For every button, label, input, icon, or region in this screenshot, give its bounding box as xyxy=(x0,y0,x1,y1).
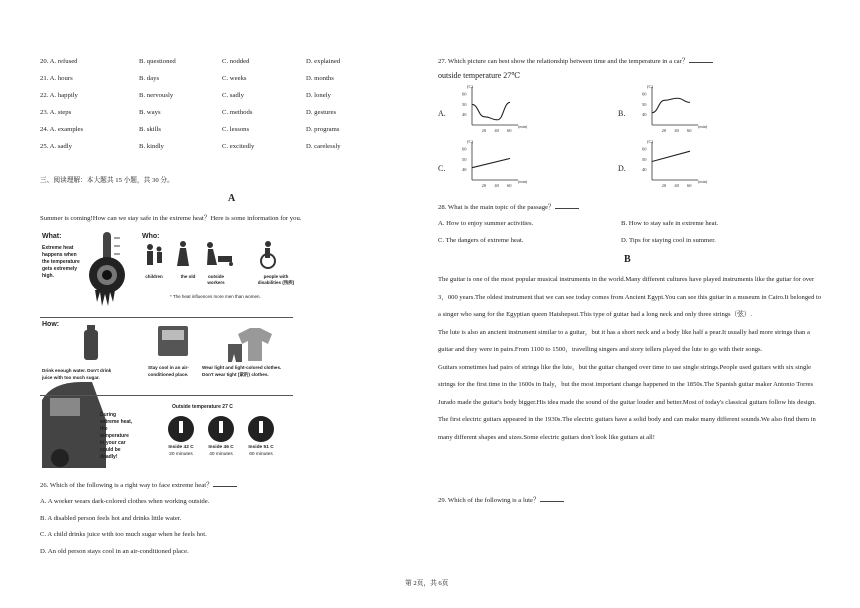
vocab-option: C. lessons xyxy=(222,126,250,133)
outside-temperature-label: Outside temperature 27 C xyxy=(172,404,233,410)
vocab-option: D. carelessly xyxy=(306,143,341,150)
gauge-icons xyxy=(168,416,274,442)
x-tick-label: 20 xyxy=(661,128,667,133)
y-unit-label: (C) xyxy=(647,85,653,89)
q27-chart-a xyxy=(450,85,540,131)
vocab-option: C. methods xyxy=(222,109,253,116)
who-item-label: outside workers xyxy=(207,274,225,285)
q27-question: 27. Which picture can best show the relationship between time and the temperature in a car？ xyxy=(438,57,713,66)
how-title: How: xyxy=(42,321,60,328)
q28-question: 28. What is the main topic of the passage？ xyxy=(438,203,579,212)
how-item-text: Stay cool in an air-conditioned place. xyxy=(148,365,189,377)
x-unit-label: (min) xyxy=(518,124,528,129)
vocab-option: B. days xyxy=(139,75,160,82)
y-tick-label: 60 xyxy=(642,146,647,152)
q26-option: D. An old person stays cool in an air-conditioned place. xyxy=(40,547,189,555)
x-unit-label: (min) xyxy=(698,179,708,184)
passage-b-text xyxy=(438,271,823,446)
series-line xyxy=(472,102,510,119)
q27-chart-d xyxy=(630,140,720,186)
what-text: Extreme heat happens when the temperature gets extremely high. xyxy=(42,245,80,279)
vocab-option: 21. A. hours xyxy=(40,75,73,82)
who-note: * The heat influences more men than women. xyxy=(170,294,261,299)
q26-option: B. A disabled person feels hot and drinks little water. xyxy=(40,514,182,522)
how-item-text: Drink enough water. Don't drink juice with too much sugar. xyxy=(42,368,112,380)
y-tick-label: 50 xyxy=(462,156,467,162)
x-unit-label: (min) xyxy=(698,124,708,129)
y-tick-label: 40 xyxy=(462,167,467,173)
who-item-label: people with disabilities (残疾) xyxy=(257,274,295,285)
q26-option: C. A child drinks juice with too much sugar when he feels hot. xyxy=(40,531,207,538)
vocab-option: 23. A. steps xyxy=(40,109,72,116)
x-tick-label: 60 xyxy=(687,183,692,188)
line-chart xyxy=(450,85,540,135)
vocab-option: D. gestures xyxy=(306,109,337,116)
vocab-option: C. nodded xyxy=(222,58,250,65)
vocab-option: 22. A. happily xyxy=(40,92,78,99)
who-item-label: children xyxy=(145,274,163,279)
vocab-option: D. lonely xyxy=(306,92,331,99)
vocab-option: D. months xyxy=(306,75,334,82)
q27-subtitle: outside temperature 27℃ xyxy=(438,71,521,80)
infographic-divider xyxy=(40,395,293,396)
what-title: What: xyxy=(42,233,62,240)
passage-b-paragraph: The first electric guitars appeared in the 1930s.The electric guitars have a solid body and can make many different sounds.We also find them in many different shapes and sizes.Some electric guitars don't look like guitars at all! xyxy=(438,416,816,441)
passage-b-paragraph: Guitars sometimes had pairs of strings like the lute，but the guitar changed over time to use single strings.People used guitars with six single strings for the first time in the 1600s in Italy，but the most important change happened in the 1850s.The Spanish guitar maker Antonio Torres Jurado made the guitar's body bigger.His idea made the sound of the guitar louder and better.Most of today's classical guitars follow his design. xyxy=(438,363,816,406)
series-line xyxy=(652,151,690,161)
x-tick-label: 40 xyxy=(494,183,499,188)
gauge-temp-label: Inside 46 C xyxy=(208,445,234,450)
vocab-option: 25. A. sadly xyxy=(40,143,72,150)
car-warning-text: During extreme heat, the temperature in your car could be deadly! xyxy=(100,412,133,460)
x-tick-label: 20 xyxy=(481,128,487,133)
y-tick-label: 60 xyxy=(462,146,467,152)
gauge-temp-label: Inside 42 C xyxy=(168,445,194,450)
x-tick-label: 40 xyxy=(674,183,679,188)
y-tick-label: 50 xyxy=(642,101,647,107)
series-line xyxy=(472,158,510,167)
x-unit-label: (min) xyxy=(518,179,528,184)
x-tick-label: 60 xyxy=(687,128,692,133)
passage-b-paragraph: The guitar is one of the most popular musical instruments in the world.Many different cultures have played instruments like the guitar for over 3，000 years.The oldest instrument that we can see today comes from Ancient Egypt.You can see this guitar in a museum in Cairo.It belonged to a singer who sang for the Egyptian queen Hatshepsut.This type of guitar had a long neck and only three strings（弦）. xyxy=(438,276,822,318)
y-tick-label: 60 xyxy=(462,91,467,97)
vocab-option: C. excitedly xyxy=(222,143,255,150)
q28-option: B. How to stay safe in extreme heat. xyxy=(621,220,719,227)
who-title: Who: xyxy=(142,233,160,240)
vocab-option: B. ways xyxy=(139,109,161,116)
x-tick-label: 60 xyxy=(507,128,512,133)
q26-question: 26. Which of the following is a right way to face extreme heat？ xyxy=(40,481,237,490)
vocab-option: D. programs xyxy=(306,126,340,133)
vocab-option: B. skills xyxy=(139,126,161,133)
vocab-option: D. explained xyxy=(306,58,341,65)
y-tick-label: 40 xyxy=(642,167,647,173)
q27-option-label: A. xyxy=(438,109,446,118)
y-tick-label: 50 xyxy=(642,156,647,162)
q26-option: A. A worker wears dark-colored clothes when working outside. xyxy=(40,498,210,505)
vocab-option: B. kindly xyxy=(139,143,164,150)
passage-a-intro: Summer is coming!How can we stay safe in the extreme heat？Here is some information for you. xyxy=(40,215,302,222)
line-chart xyxy=(450,140,540,190)
q27-chart-c xyxy=(450,140,540,186)
passage-b-label: B xyxy=(624,254,631,265)
page-footer: 第 2页，共 6页 xyxy=(405,580,449,587)
y-tick-label: 50 xyxy=(462,101,467,107)
q28-option: D. Tips for staying cool in summer. xyxy=(621,237,716,244)
x-tick-label: 20 xyxy=(481,183,487,188)
infographic-divider xyxy=(40,317,293,318)
y-tick-label: 40 xyxy=(642,112,647,118)
vocab-option: B. nervously xyxy=(139,92,174,99)
y-tick-label: 40 xyxy=(462,112,467,118)
vocab-option: C. sadly xyxy=(222,92,244,99)
x-tick-label: 20 xyxy=(661,183,667,188)
y-unit-label: (C) xyxy=(647,140,653,144)
passage-b-paragraph: The lute is also an ancient instrument similar to a guitar，but it has a short neck and a body like half a pear.It usually had more strings than a guitar and they were in pairs.From 1100 to 1500，travelling singers and story tellers played the lute to go with their songs. xyxy=(438,328,810,353)
q27-option-label: D. xyxy=(618,164,626,173)
y-unit-label: (C) xyxy=(467,140,473,144)
vocab-option: 20. A. refused xyxy=(40,58,78,65)
series-line xyxy=(652,98,690,112)
q27-chart-b xyxy=(630,85,720,131)
line-chart xyxy=(630,140,720,190)
vocab-option: B. questioned xyxy=(139,58,176,65)
x-tick-label: 40 xyxy=(674,128,679,133)
gauge-temp-label: Inside 51 C xyxy=(248,445,274,450)
thermometer-icon xyxy=(89,232,125,306)
gauge-time-label: 20 minutes xyxy=(169,452,193,457)
how-item-text: Wear light and light-colored clothes. Don't wear tight (紧的) clothes. xyxy=(202,365,282,377)
q28-option: C. The dangers of extreme heat. xyxy=(438,237,524,244)
q27-option-label: B. xyxy=(618,109,626,118)
how-icons xyxy=(84,325,272,362)
q28-option: A. How to enjoy summer activities. xyxy=(438,220,534,227)
extreme-heat-infographic xyxy=(40,230,293,475)
q29-question: 29. Which of the following is a lute？ xyxy=(438,496,564,505)
x-tick-label: 60 xyxy=(507,183,512,188)
who-item-label: the old xyxy=(180,274,196,279)
y-unit-label: (C) xyxy=(467,85,473,89)
y-tick-label: 60 xyxy=(642,91,647,97)
q27-option-label: C. xyxy=(438,164,446,173)
gauge-time-label: 60 minutes xyxy=(249,452,273,457)
section3-header: 三、阅读理解：本大题共 15 小题，共 30 分。 xyxy=(40,177,174,184)
vocab-option: C. weeks xyxy=(222,75,247,82)
x-tick-label: 40 xyxy=(494,128,499,133)
passage-a-label: A xyxy=(228,193,236,204)
people-icons xyxy=(147,241,275,268)
gauge-time-label: 40 minutes xyxy=(209,452,233,457)
vocab-option: 24. A. examples xyxy=(40,126,84,133)
line-chart xyxy=(630,85,720,135)
